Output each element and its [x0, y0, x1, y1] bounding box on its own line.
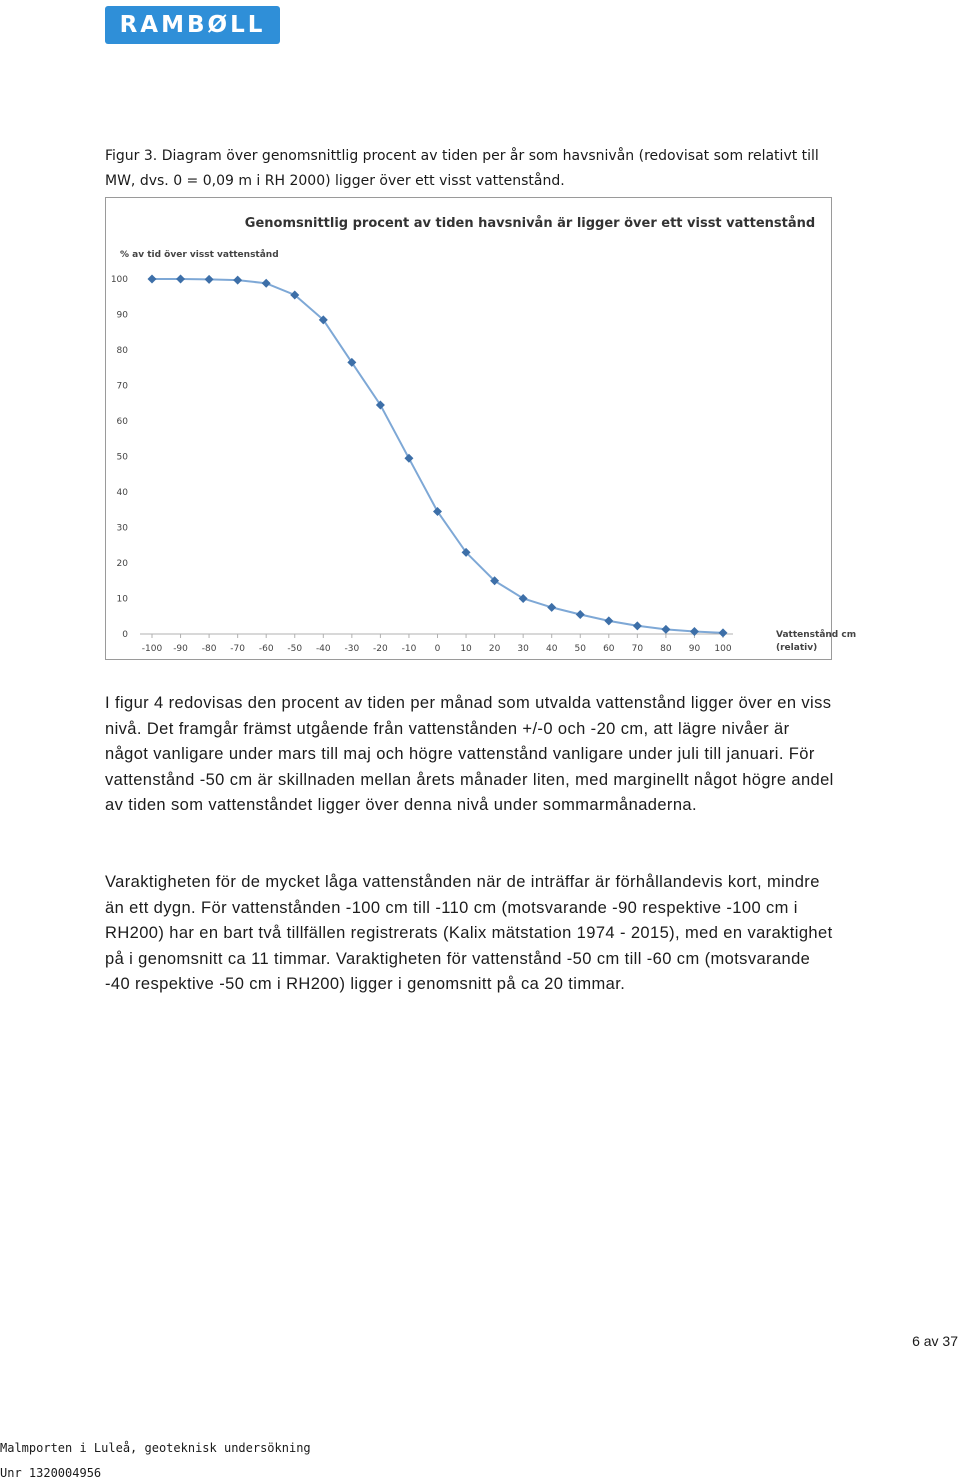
data-point-marker [576, 610, 585, 619]
y-axis-label: % av tid över visst vattenstånd [120, 250, 279, 260]
x-tick-label: -20 [373, 644, 388, 654]
y-tick-label: 90 [116, 310, 128, 321]
x-tick-label: 30 [517, 644, 529, 654]
x-tick-label: 10 [460, 644, 472, 654]
y-tick-label: 60 [116, 417, 128, 427]
data-point-marker [233, 276, 242, 285]
ramboll-logo: RAMBØLL [105, 6, 280, 44]
x-tick-label: -80 [201, 644, 217, 654]
x-tick-label: 50 [574, 644, 586, 654]
y-tick-label: 70 [116, 381, 128, 392]
figure-caption [105, 144, 825, 194]
y-tick-label: 40 [116, 488, 128, 498]
x-tick-label: 90 [688, 644, 701, 654]
chart-frame [105, 197, 857, 660]
footer-project: Malmporten i Luleå, geoteknisk undersökning [0, 1441, 311, 1455]
data-point-marker [690, 627, 699, 636]
x-tick-label: -40 [315, 644, 331, 654]
x-tick-label: 20 [488, 644, 501, 654]
data-point-marker [262, 279, 271, 288]
x-tick-label: -70 [230, 644, 246, 654]
data-point-marker [205, 275, 214, 284]
body-paragraph-1: I figur 4 redovisas den procent av tiden per månad som utvalda vattenstånd ligger över en viss nivå. Det framgår främst utgående från vattenstånden +/-0 och -20 cm, att lägre nivåer är något vanligare under mars till maj och högre vattenstånd vanligare under juli till januari. För vattenstånd -50 cm är skillnaden mellan årets månader liten, med marginellt något högre andel av tiden som vattenståndet ligger över denna nivå under sommarmånaderna. [105, 694, 834, 814]
data-point-marker [547, 603, 556, 612]
series-line [152, 279, 723, 633]
footer-unr: Unr 1320004956 [0, 1466, 102, 1480]
y-tick-label: 0 [122, 630, 128, 640]
y-tick-label: 10 [116, 594, 128, 605]
chart [106, 198, 857, 661]
body-paragraph-2: Varaktigheten för de mycket låga vattenstånden när de inträffar är förhållandevis kort, mindre än ett dygn. För vattenstånden -100 cm till -110 cm (motsvarande -90 respektive -100 cm i RH200) har en bart två tillfällen registrerats (Kalix mätstation 1974 - 2015), med en varaktighet på i genomsnitt ca 11 timmar. Varaktigheten för vattenstånd -50 cm till -60 cm (motsvarande -40 respektive -50 cm i RH200) ligger i genomsnitt på ca 20 timmar. [105, 873, 833, 993]
y-tick-label: 100 [110, 275, 128, 285]
x-tick-label: 0 [434, 644, 441, 654]
x-tick-label: -10 [401, 644, 417, 654]
x-tick-label: 40 [545, 644, 558, 654]
page-number: 6 av 37 [912, 1333, 958, 1349]
y-tick-label: 80 [116, 346, 128, 356]
x-tick-label: 60 [603, 644, 615, 654]
x-tick-label: -100 [141, 644, 163, 654]
x-tick-label: 100 [714, 644, 732, 654]
data-point-marker [404, 454, 413, 463]
x-axis-label: Vattenstånd cm [776, 630, 857, 640]
x-tick-label: -60 [258, 644, 274, 654]
data-point-marker [604, 616, 613, 625]
data-point-marker [176, 275, 185, 284]
data-point-marker [148, 275, 157, 284]
x-tick-label: 80 [660, 644, 672, 654]
chart-title: Genomsnittlig procent av tiden havsnivån är ligger över ett visst vattenstånd [244, 216, 816, 231]
figure-label: Figur 3. [105, 148, 158, 164]
y-tick-label: 30 [116, 523, 128, 534]
x-tick-label: -90 [173, 644, 188, 654]
data-point-marker [719, 628, 728, 637]
data-point-marker [661, 625, 670, 634]
y-tick-label: 50 [116, 452, 128, 463]
x-tick-label: 70 [631, 644, 644, 654]
data-point-marker [633, 621, 642, 630]
figure-caption-text: Diagram över genomsnittlig procent av tiden per år som havsnivån (redovisat som relativt till MW, dvs. 0 = 0,09 m i RH 2000) ligger över ett visst vattenstånd. [105, 148, 819, 189]
x-tick-label: -30 [344, 644, 360, 654]
x-axis-label-unit: (relativ) [776, 643, 818, 653]
y-tick-label: 20 [116, 559, 128, 569]
x-tick-label: -50 [287, 644, 303, 654]
